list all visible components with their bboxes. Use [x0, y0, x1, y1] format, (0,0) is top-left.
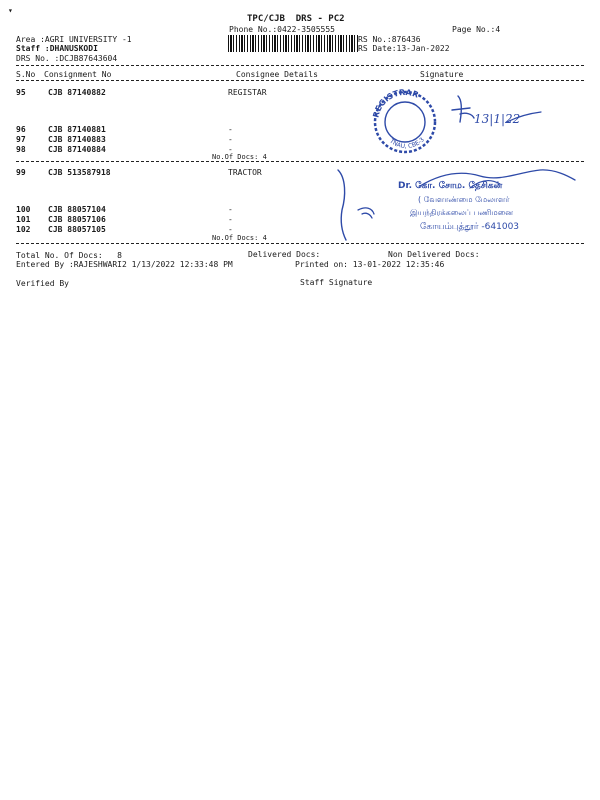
row-sno: 99	[16, 168, 26, 177]
col-header-signature: Signature	[420, 70, 464, 79]
divider	[16, 65, 584, 66]
divider	[16, 243, 584, 244]
row-sno: 102	[16, 225, 31, 234]
phone-number: Phone No.:0422-3505555	[229, 25, 335, 34]
row-sno: 101	[16, 215, 31, 224]
docs-count: No.Of Docs: 4	[212, 153, 267, 161]
rs-date: RS Date:13-Jan-2022	[358, 44, 450, 53]
row-sno: 100	[16, 205, 31, 214]
row-consignee: TRACTOR	[228, 168, 262, 177]
verified-by: Verified By	[16, 279, 69, 288]
row-consignment: CJB 88057105	[48, 225, 106, 234]
rs-number: RS No.:876436	[358, 35, 421, 44]
col-header-consignment: Consignment No	[44, 70, 112, 79]
non-delivered-docs: Non Delivered Docs:	[388, 250, 480, 259]
handwritten-date: 13|1|22	[474, 112, 521, 126]
seal-line-2: ( வேளாண்மை மேலாளர்	[418, 195, 510, 204]
row-consignment: CJB 87140881	[48, 125, 106, 134]
delivered-docs: Delivered Docs:	[248, 250, 321, 259]
seal-line-4: கோயம்புத்தூர் -641003	[420, 222, 520, 232]
row-mark: -	[228, 125, 233, 134]
col-header-details: Consignee Details	[236, 70, 318, 79]
area-field: Area :AGRI UNIVERSITY -1	[16, 35, 132, 44]
handwritten-flourish	[505, 108, 545, 128]
staff-name: DHANUSKODI	[49, 44, 98, 53]
staff-signature-label: Staff Signature	[300, 278, 373, 287]
stamp-text-bottom: TNAU, CBE-3	[388, 136, 426, 151]
barcode	[228, 35, 358, 52]
total-docs: Total No. Of Docs: 8	[16, 251, 122, 260]
divider	[16, 80, 584, 81]
staff-label: Staff :	[16, 44, 50, 53]
seal-line-1: Dr. கோ. சோம. தேசிகன்	[398, 181, 503, 191]
row-consignment: CJB 513587918	[48, 168, 111, 177]
divider	[16, 161, 584, 162]
docs-count: No.Of Docs: 4	[212, 234, 267, 242]
row-sno: 98	[16, 145, 26, 154]
row-mark: -	[228, 215, 233, 224]
sheet-title: TPC/CJB DRS - PC2	[247, 14, 345, 24]
row-mark: -	[228, 205, 233, 214]
row-consignment: CJB 87140882	[48, 88, 106, 97]
row-mark: -	[228, 145, 233, 154]
entered-by: Entered By :RAJESHWARI2 1/13/2022 12:33:48 PM	[16, 260, 233, 269]
row-consignment: CJB 87140884	[48, 145, 106, 154]
row-consignee: REGISTAR	[228, 88, 267, 97]
row-mark: -	[228, 135, 233, 144]
row-sno: 96	[16, 125, 26, 134]
row-consignment: CJB 88057104	[48, 205, 106, 214]
seal-line-3: இயந்திரக்கலைப் பணிமனை	[410, 208, 514, 217]
col-header-sno: S.No	[16, 70, 36, 79]
row-mark: -	[228, 225, 233, 234]
printed-on: Printed on: 13-01-2022 12:35:46	[295, 260, 445, 269]
registrar-stamp	[366, 86, 446, 156]
staff-field	[16, 44, 98, 54]
page-number: Page No.:4	[452, 25, 501, 34]
scan-mark: ▾	[8, 6, 13, 15]
stamp-text-top: REGISTRAR	[371, 87, 420, 119]
row-consignment: CJB 88057106	[48, 215, 106, 224]
row-sno: 95	[16, 88, 26, 97]
row-sno: 97	[16, 135, 26, 144]
drs-number: DRS No. :DCJB87643604	[16, 54, 118, 63]
row-consignment: CJB 87140883	[48, 135, 106, 144]
signature-bracket	[328, 166, 388, 242]
